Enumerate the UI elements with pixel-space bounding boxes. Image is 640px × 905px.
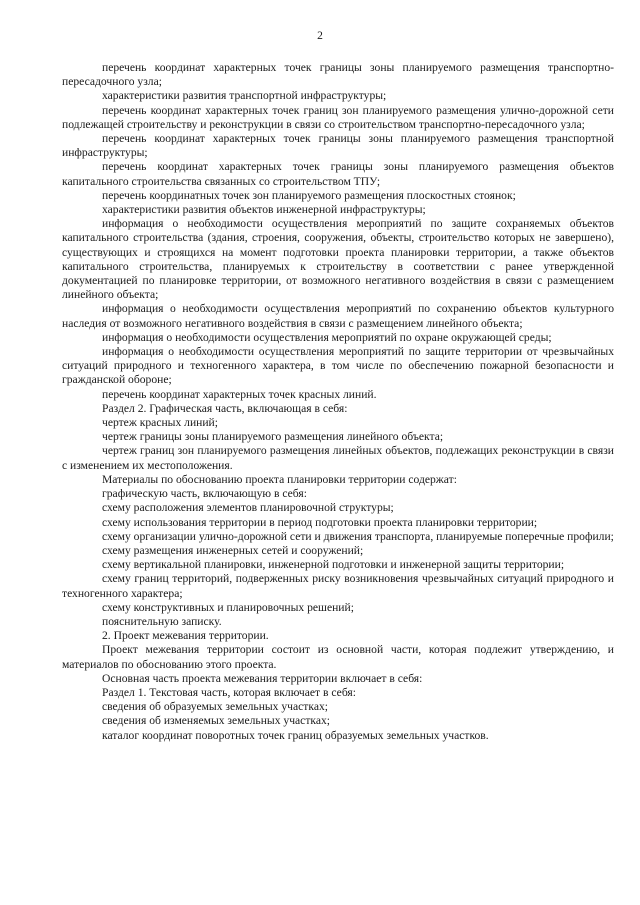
- paragraph: информация о необходимости осуществления мероприятий по охране окружающей среды;: [102, 330, 552, 344]
- paragraph: сведения об изменяемых земельных участках;: [102, 714, 331, 728]
- paragraph: характеристики развития транспортной инфраструктуры;: [102, 89, 387, 103]
- paragraph: характеристики развития объектов инженерной инфраструктуры;: [102, 203, 426, 217]
- paragraph: графическую часть, включающую в себя:: [102, 487, 307, 501]
- paragraph: перечень координат характерных точек границы зоны планируемого размещения транспортно-пересадочного узла;: [62, 61, 614, 89]
- paragraph: информация о необходимости осуществления мероприятий по защите сохраняемых объектов капитального строительства (здания, строения, сооружения, объекты, строительство которых не завершено), существующих и строящихся на момент подготовки проекта планировки территории, а также объектов капитального строительства, планируемых к строительству в соответствии с ранее утвержденной документацией по планировке территории, от возможного негативного воздействия в связи с размещением линейного объекта;: [62, 217, 614, 302]
- paragraph: информация о необходимости осуществления мероприятий по сохранению объектов культурного наследия от возможного негативного воздействия в связи с размещением линейного объекта;: [62, 302, 614, 330]
- paragraph: чертеж красных линий;: [102, 416, 218, 430]
- paragraph: схему организации улично-дорожной сети и движения транспорта, планируемые поперечные профили;: [102, 529, 614, 543]
- section-heading: 2. Проект межевания территории.: [102, 629, 269, 643]
- paragraph: схему размещения инженерных сетей и сооружений;: [102, 543, 364, 557]
- paragraph: Основная часть проекта межевания территории включает в себя:: [102, 671, 423, 685]
- paragraph: схему использования территории в период подготовки проекта планировки территории;: [102, 515, 538, 529]
- paragraph: чертеж границ зон планируемого размещения линейных объектов, подлежащих реконструкции в связи с изменением их местоположения.: [62, 444, 614, 472]
- section-heading: Раздел 1. Текстовая часть, которая включает в себя:: [102, 685, 356, 699]
- paragraph: схему вертикальной планировки, инженерной подготовки и инженерной защиты территории;: [102, 558, 565, 572]
- paragraph: перечень координат характерных точек красных линий.: [102, 387, 377, 401]
- paragraph: Проект межевания территории состоит из основной части, которая подлежит утверждению, и материалов по обоснованию этого проекта.: [62, 643, 614, 671]
- paragraph: информация о необходимости осуществления мероприятий по защите территории от чрезвычайных ситуаций природного и техногенного характера, в том числе по обеспечению пожарной безопасности и гражданской обороне;: [62, 345, 614, 387]
- document-body: [62, 61, 614, 743]
- paragraph: каталог координат поворотных точек границ образуемых земельных участков.: [102, 728, 489, 742]
- paragraph: схему границ территорий, подверженных риску возникновения чрезвычайных ситуаций природного и техногенного характера;: [62, 572, 614, 600]
- paragraph: схему конструктивных и планировочных решений;: [102, 600, 354, 614]
- section-heading: Раздел 2. Графическая часть, включающая в себя:: [102, 401, 348, 415]
- paragraph: схему расположения элементов планировочной структуры;: [102, 501, 394, 515]
- paragraph: перечень координат характерных точек границ зон планируемого размещения улично-дорожной сети подлежащей строительству и реконструкции в связи со строительством транспортно-пересадочного узла;: [62, 103, 614, 131]
- paragraph: сведения об образуемых земельных участках;: [102, 700, 328, 714]
- paragraph: пояснительную записку.: [102, 614, 222, 628]
- paragraph: перечень координат характерных точек границы зоны планируемого размещения объектов капитального строительства связанных со строительством ТПУ;: [62, 160, 614, 188]
- paragraph: Материалы по обоснованию проекта планировки территории содержат:: [102, 472, 457, 486]
- page-number: 2: [317, 30, 323, 42]
- paragraph: перечень координатных точек зон планируемого размещения плоскостных стоянок;: [102, 188, 516, 202]
- paragraph: чертеж границы зоны планируемого размещения линейного объекта;: [102, 430, 444, 444]
- paragraph: перечень координат характерных точек границы зоны планируемого размещения транспортной инфраструктуры;: [62, 132, 614, 160]
